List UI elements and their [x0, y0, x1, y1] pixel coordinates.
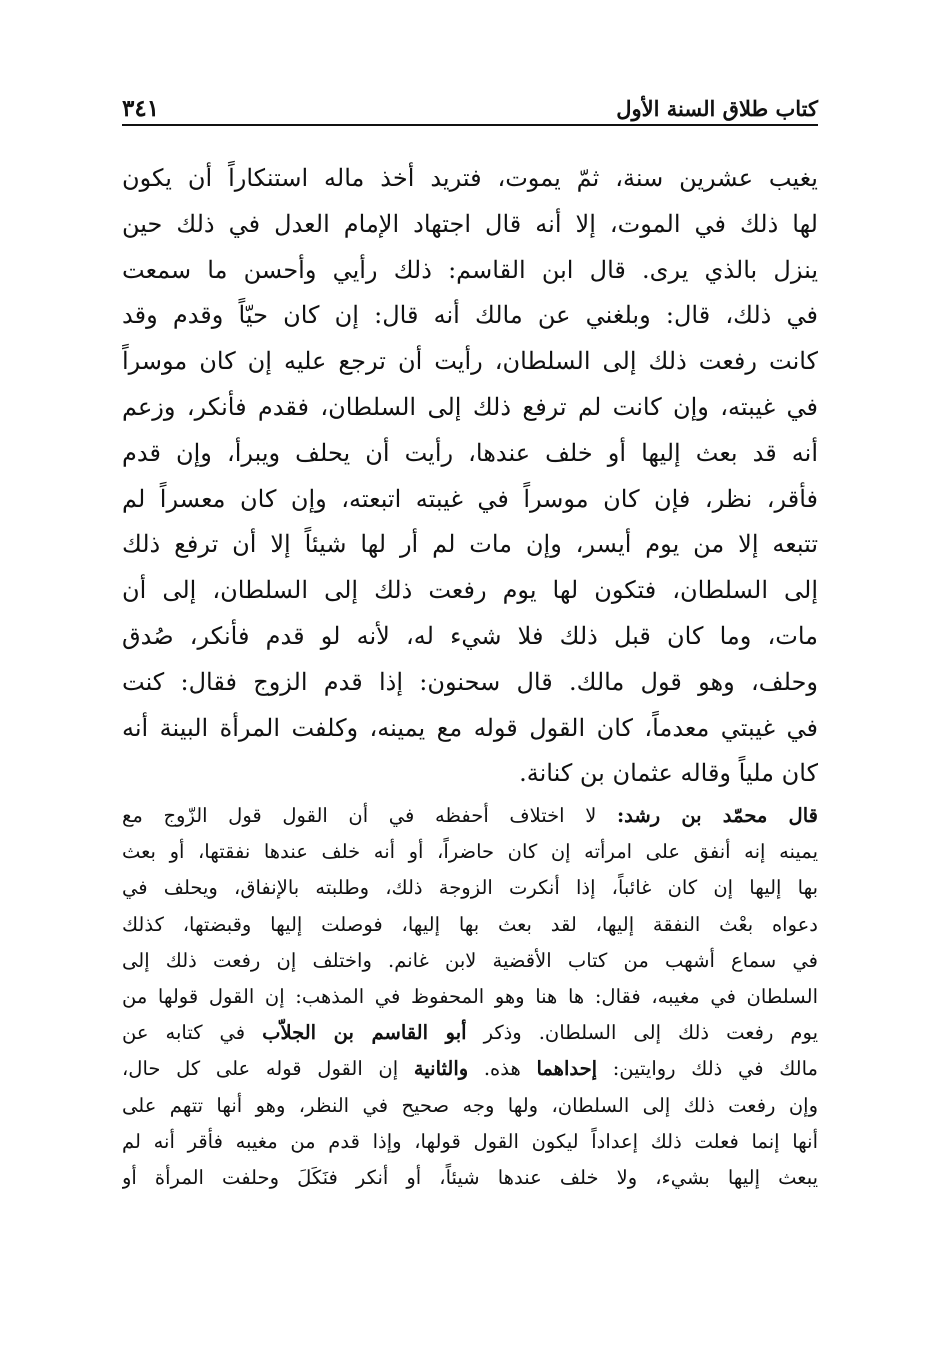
- text-line: في غيبتي معدماً، كان القول قوله مع يمينه، وكلفت المرأة البينة أنه: [122, 713, 818, 742]
- cited-scholar: أبو القاسم بن الجلاّب: [262, 1021, 467, 1045]
- text-line: مات، وما كان قبل ذلك فلا شيء له، لأنه لو قدم فأنكر، صُدق: [122, 621, 818, 650]
- running-title: كتاب طلاق السنة الأول: [616, 96, 818, 121]
- text-line: يغيب عشرين سنة، ثمّ يموت، فتريد أخذ ماله استنكاراً أن يكون: [122, 164, 818, 192]
- text-line: وحلف، وهو قول مالك. قال سحنون: إذا قدم الزوج فقال: كنت: [122, 667, 818, 696]
- header-rule: [122, 124, 818, 126]
- commentary-line: دعواه بعْث النفقة إليها، لقد بعث بها إليها، فوصلت إليها وقبضتها، كذلك: [122, 912, 818, 936]
- text-line: كانت رفعت ذلك إلى السلطان، رأيت أن ترجع عليه إن كان موسراً: [122, 347, 818, 376]
- page-number: ٣٤١: [122, 95, 160, 122]
- text-line: لها ذلك في الموت، إلا أنه قال اجتهاد الإمام العدل في ذلك حين: [122, 209, 818, 238]
- commentary-line: [122, 1051, 818, 1087]
- commentary-text: إن القول قوله على كل حال،: [122, 1057, 414, 1081]
- commentary-text: لا اختلاف أحفظه في أن القول قول الزّوج مع: [122, 804, 617, 827]
- commentary-line: [122, 1015, 818, 1051]
- commentary-text: يوم رفعت ذلك إلى السلطان. وذكر: [466, 1021, 818, 1045]
- text-line: كان ملياً وقاله عثمان بن كنانة.: [519, 759, 818, 788]
- first-narration-label: إحداهما: [536, 1057, 598, 1081]
- commentary-text: مالك في ذلك روايتين:: [597, 1057, 818, 1081]
- commentary-line: أنها إنما فعلت ذلك إعداداً ليكون القول قولها، وإذا قدم من مغيبه فأقر أنه لم: [122, 1129, 818, 1153]
- page-header: [122, 84, 818, 124]
- commentary-line: يبعث إليها بشيء، ولا خلف عندها شيئاً، أو أنكر فنَكَلَ وحلفت المرأة أو: [122, 1165, 818, 1189]
- text-line: إلى السلطان، فتكون لها يوم رفعت ذلك إلى السلطان، إلى أن: [122, 576, 818, 605]
- commentary-line: وإن رفعت ذلك إلى السلطان، ولها وجه صحيح في النظر، وهو أنها تتهم على: [122, 1093, 818, 1117]
- commentary-line: بها إليها إن كان غائباً، إذا أنكرت الزوجة ذلك، وطلبته بالإنفاق، ويحلف في: [122, 876, 818, 900]
- main-text-block: [122, 156, 818, 797]
- commentary-line: [122, 798, 818, 834]
- text-line: ينزل بالذي يرى. قال ابن القاسم: ذلك رأيي وأحسن ما سمعت: [122, 255, 818, 284]
- commentary-text: في كتابه عن: [122, 1021, 263, 1045]
- text-line: في غيبته، وإن كانت لم ترفع ذلك إلى السلطان، فقدم فأنكر، وزعم: [122, 392, 818, 421]
- commentary-text: هذه.: [468, 1057, 537, 1081]
- text-line: في ذلك، قال: وبلغني عن مالك أنه قال: إن كان حيّاً وقدم وقد: [122, 301, 818, 330]
- text-line: تتبعه إلا من يوم أيسر، وإن مات لم أر لها شيئاً إلا أن ترفع ذلك: [122, 530, 818, 559]
- commentary-block: [122, 798, 818, 1196]
- commentary-author: قال محمّد بن رشد:: [616, 804, 818, 827]
- text-line: فأقر، نظر، فإن كان موسراً في غيبته اتبعته، وإن كان معسراً لم: [122, 484, 818, 513]
- commentary-line: يمينه إنه أنفق على امرأته إن كان حاضراً، أو أنه خلف عندها نفقتها، أو بعث: [122, 840, 818, 864]
- commentary-line: في سماع أشهب من كتاب الأقضية لابن غانم. واختلف إن رفعت ذلك إلى: [122, 948, 818, 972]
- commentary-line: السلطان في مغيبه، فقال: ها هنا وهو المحفوظ في المذهب: إن القول قولها من: [122, 984, 818, 1008]
- text-line: أنه قد بعث إليها أو خلف عندها، رأيت أن يحلف ويبرأ، وإن قدم: [122, 438, 818, 467]
- second-narration-label: والثانية: [413, 1057, 469, 1081]
